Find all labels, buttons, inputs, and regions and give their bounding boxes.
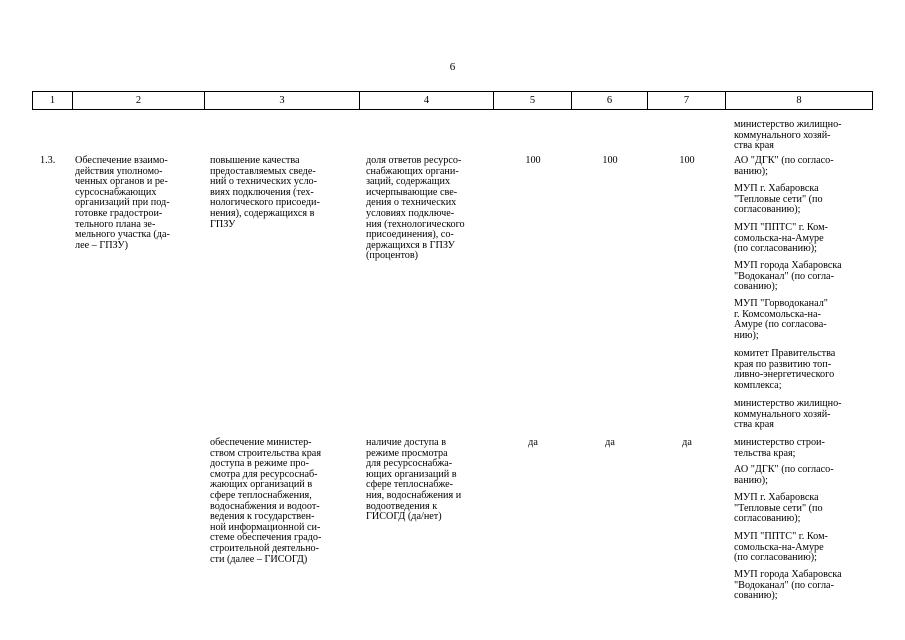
row-number: 1.3. bbox=[40, 155, 56, 166]
text-line: доступа в режиме про- bbox=[210, 458, 309, 470]
text-line: для ресурсоснабжа- bbox=[366, 458, 453, 470]
text-line: сфере теплоснабжения, bbox=[210, 489, 312, 501]
text-line: министерство строи- bbox=[734, 437, 825, 448]
text-line: организаций при под- bbox=[75, 197, 170, 209]
text-line: исчерпывающие све- bbox=[366, 186, 458, 198]
value-1-col7: 100 bbox=[679, 155, 695, 166]
text-line: повышение качества bbox=[210, 155, 300, 166]
text-line: присоединения), со- bbox=[366, 229, 454, 241]
text-line: Обеспечение взаимо- bbox=[75, 155, 168, 166]
text-line: МУП "Горводоканал" bbox=[734, 298, 828, 309]
text-line: комплекса; bbox=[734, 379, 782, 391]
text-line: заций, содержащих bbox=[366, 176, 451, 188]
text-line: наличие доступа в bbox=[366, 437, 447, 448]
text-line: снабжающих органи- bbox=[366, 165, 459, 177]
executor-item bbox=[734, 570, 842, 602]
text-line: (по согласованию); bbox=[734, 552, 817, 564]
text-line: г. Комсомольска-на- bbox=[734, 308, 821, 320]
executor-item bbox=[734, 532, 828, 564]
indicator-2-text bbox=[366, 438, 461, 523]
executor-item bbox=[734, 299, 828, 341]
value-1-col5: 100 bbox=[525, 155, 541, 166]
text-line: ния (технологического bbox=[366, 218, 465, 230]
text-line: министерство жилищно- bbox=[734, 119, 842, 130]
text-line: ющих организаций в bbox=[366, 468, 457, 480]
text-line: обеспечение министер- bbox=[210, 437, 312, 448]
measure-text bbox=[75, 156, 170, 251]
text-line: тельства края; bbox=[734, 447, 796, 459]
text-line: МУП города Хабаровска bbox=[734, 260, 842, 271]
text-line: "Тепловые сети" (по bbox=[734, 193, 823, 205]
text-line: МУП города Хабаровска bbox=[734, 569, 842, 580]
text-line: стеме обеспечения градо- bbox=[210, 532, 322, 544]
text-line: нию); bbox=[734, 329, 759, 341]
text-line: сомольска-на-Амуре bbox=[734, 232, 824, 244]
text-line: ванию); bbox=[734, 165, 768, 177]
text-line: АО "ДГК" (по согласо- bbox=[734, 464, 834, 475]
result-1-text bbox=[210, 156, 320, 230]
text-line: АО "ДГК" (по согласо- bbox=[734, 155, 834, 166]
text-line: тельного плана зе- bbox=[75, 218, 156, 230]
text-line: ной информационной си- bbox=[210, 521, 321, 533]
text-line: края по развитию топ- bbox=[734, 358, 832, 370]
value-1-col6: 100 bbox=[602, 155, 618, 166]
text-line: согласованию); bbox=[734, 513, 801, 525]
table-header bbox=[32, 91, 873, 110]
text-line: МУП г. Хабаровска bbox=[734, 492, 819, 503]
text-line: МУП "ППТС" г. Ком- bbox=[734, 222, 828, 233]
indicator-1-text bbox=[366, 156, 465, 262]
text-line: сомольска-на-Амуре bbox=[734, 541, 824, 553]
header-col-5: 5 bbox=[494, 92, 572, 110]
text-line: комитет Правительства bbox=[734, 348, 836, 359]
executor-item bbox=[734, 493, 823, 525]
text-line: нологического присоеди- bbox=[210, 197, 320, 209]
executor-item bbox=[734, 399, 842, 431]
text-line: "Тепловые сети" (по bbox=[734, 502, 823, 514]
text-line: Амуре (по согласова- bbox=[734, 319, 827, 331]
text-line: готовке градострои- bbox=[75, 207, 163, 219]
header-col-4: 4 bbox=[360, 92, 494, 110]
executor-item bbox=[734, 438, 825, 459]
text-line: МУП "ППТС" г. Ком- bbox=[734, 531, 828, 542]
page-number: 6 bbox=[449, 61, 456, 73]
text-line: согласованию); bbox=[734, 204, 801, 216]
text-line: предоставляемых сведе- bbox=[210, 165, 316, 177]
text-line: коммунального хозяй- bbox=[734, 408, 831, 420]
text-line: ГИСОГД (да/нет) bbox=[366, 511, 442, 523]
text-line: сованию); bbox=[734, 281, 778, 293]
text-line: дения о технических bbox=[366, 197, 457, 209]
text-line: сфере теплоснабже- bbox=[366, 479, 454, 491]
text-line: министерство жилищно- bbox=[734, 398, 842, 409]
text-line: водоотведения к bbox=[366, 500, 438, 512]
text-line: ний о технических усло- bbox=[210, 176, 318, 188]
text-line: ГПЗУ bbox=[210, 218, 236, 230]
text-line: виях подключения (тех- bbox=[210, 186, 314, 198]
header-col-6: 6 bbox=[572, 92, 648, 110]
text-line: ства края bbox=[734, 419, 774, 431]
text-line: мельного участка (да- bbox=[75, 229, 170, 241]
header-col-8: 8 bbox=[726, 92, 873, 110]
text-line: действия уполномо- bbox=[75, 165, 163, 177]
text-line: ливно-энергетического bbox=[734, 369, 835, 381]
text-line: сованию); bbox=[734, 590, 778, 602]
executor-continuation bbox=[734, 120, 842, 152]
text-line: доля ответов ресурсо- bbox=[366, 155, 462, 166]
text-line: лее – ГПЗУ) bbox=[75, 239, 129, 251]
text-line: держащихся в ГПЗУ bbox=[366, 239, 455, 251]
text-line: (по согласованию); bbox=[734, 243, 817, 255]
header-col-7: 7 bbox=[648, 92, 726, 110]
executor-item bbox=[734, 465, 834, 486]
value-2-col7: да bbox=[682, 437, 692, 448]
text-line: режиме просмотра bbox=[366, 447, 448, 459]
text-line: сурсоснабжающих bbox=[75, 186, 157, 198]
header-col-3: 3 bbox=[205, 92, 360, 110]
text-line: сти (далее – ГИСОГД) bbox=[210, 553, 308, 565]
text-line: коммунального хозяй- bbox=[734, 129, 831, 141]
text-line: водоснабжения и водоот- bbox=[210, 500, 320, 512]
text-line: ведения к государствен- bbox=[210, 511, 315, 523]
text-line: смотра для ресурсоснаб- bbox=[210, 468, 318, 480]
text-line: МУП г. Хабаровска bbox=[734, 183, 819, 194]
text-line: "Водоканал" (по согла- bbox=[734, 270, 834, 282]
executor-item bbox=[734, 223, 828, 255]
executor-item bbox=[734, 156, 834, 177]
text-line: "Водоканал" (по согла- bbox=[734, 579, 834, 591]
text-line: ванию); bbox=[734, 474, 768, 486]
result-2-text bbox=[210, 438, 321, 565]
text-line: ния, водоснабжения и bbox=[366, 489, 462, 501]
executor-item bbox=[734, 261, 842, 293]
value-2-col5: да bbox=[528, 437, 538, 448]
text-line: ства края bbox=[734, 140, 774, 152]
text-line: строительной деятельно- bbox=[210, 542, 320, 554]
text-line: ством строительства края bbox=[210, 447, 322, 459]
text-line: ченных органов и ре- bbox=[75, 176, 168, 188]
header-col-2: 2 bbox=[73, 92, 205, 110]
value-2-col6: да bbox=[605, 437, 615, 448]
text-line: жающих организаций в bbox=[210, 479, 313, 491]
executor-item bbox=[734, 349, 835, 391]
header-col-1: 1 bbox=[33, 92, 73, 110]
text-line: нения), содержащихся в bbox=[210, 207, 315, 219]
text-line: (процентов) bbox=[366, 250, 419, 262]
executor-item bbox=[734, 184, 823, 216]
text-line: условиях подключе- bbox=[366, 207, 455, 219]
